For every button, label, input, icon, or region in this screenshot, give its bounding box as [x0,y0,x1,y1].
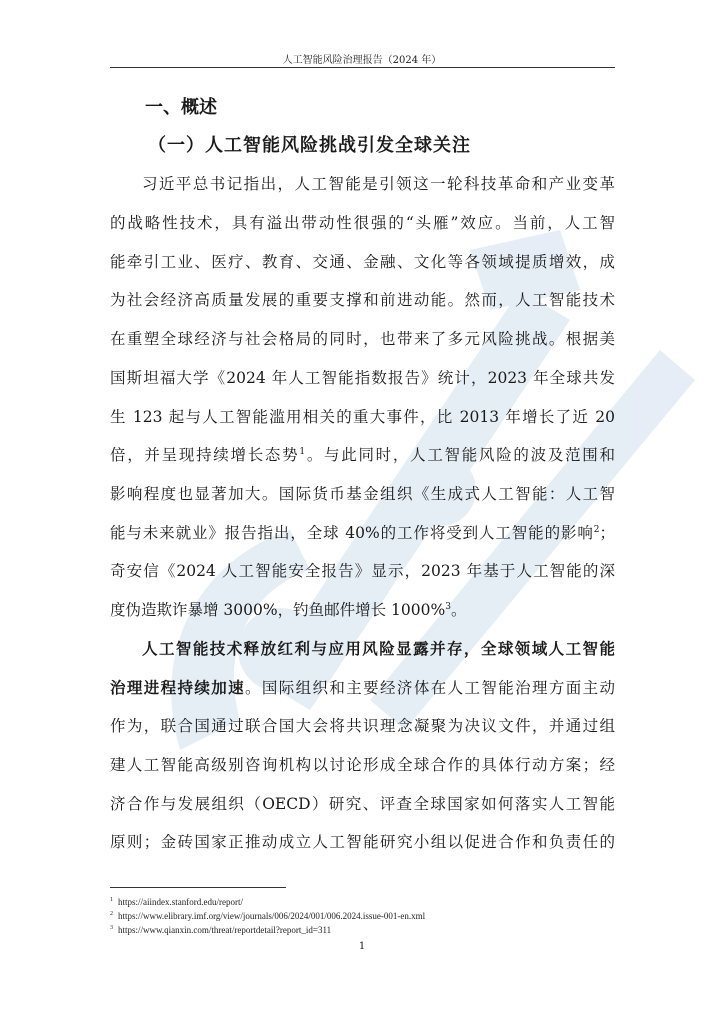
paragraph-line-bold: 人工智能技术释放红利与应用风险显露并存，全球领域人工智能 [142,639,615,658]
footnote [110,911,425,921]
paragraph-line: 为社会经济高质量发展的重要支撑和前进动能。然而，人工智能技术 [110,291,615,309]
line-text: 能与未来就业》报告指出，全球 40%的工作将受到人工智能的影响 [110,524,594,542]
footnote-rule [110,887,286,888]
paragraph-line [110,443,615,467]
section-heading: 一、概述 [145,97,217,118]
paragraph-line: 原则；金砖国家正推动成立人工智能研究小组以促进合作和负责任的 [110,833,615,851]
footnote-number: 2 [110,911,113,917]
footnote-number: 1 [110,897,113,903]
footnote [110,925,331,935]
page-number: 1 [358,941,366,952]
paragraph-line: 在重塑全球经济与社会格局的同时，也带来了多元风险挑战。根据美 [110,330,615,348]
paragraph-line [110,521,615,545]
page-header: 人工智能风险治理报告（2024 年） [282,55,442,66]
header-rule [110,67,615,68]
paragraph-line [110,676,615,700]
footnote-number: 3 [110,925,113,931]
paragraph-line: 奇安信《2024 人工智能安全报告》显示，2023 年基于人工智能的深 [110,562,615,580]
line-text: 。 [450,601,467,619]
line-text: 度伪造欺诈暴增 3000%，钓鱼邮件增长 1000% [110,601,446,619]
footnote [110,897,243,907]
line-text: 。与此同时，人工智能风险的波及范围和 [305,446,615,464]
paragraph-line: 济合作与发展组织（OECD）研究、评查全球国家如何落实人工智能 [110,795,615,813]
paragraph-line: 作为，联合国通过联合国大会将共识理念凝聚为决议文件，并通过组 [110,717,615,735]
line-text: 倍，并呈现持续增长态势 [110,446,300,464]
footnote-link[interactable]: https://aiindex.stanford.edu/report/ [118,897,243,907]
footnote-ref: 1 [299,446,306,457]
subsection-heading: （一）人工智能风险挑战引发全球关注 [148,135,471,156]
line-text: ； [599,524,615,542]
paragraph-line: 生 123 起与人工智能滥用相关的重大事件，比 2013 年增长了近 20 [110,408,615,426]
footnote-link[interactable]: https://www.elibrary.imf.org/view/journals/006/2024/001/006.2024.issue-001-en.xml [118,911,426,921]
paragraph-line: 国斯坦福大学《2024 年人工智能指数报告》统计，2023 年全球共发 [110,369,615,387]
paragraph-line: 能牵引工业、医疗、教育、交通、金融、文化等各领域提质增效，成 [110,253,615,271]
paragraph-line: 建人工智能高级别咨询机构以讨论形成全球合作的具体行动方案；经 [110,756,615,774]
paragraph-line: 的战略性技术，具有溢出带动性很强的“头雁”效应。当前，人工智 [110,214,615,232]
paragraph-line [110,598,615,622]
footnote-link[interactable]: https://www.qianxin.com/threat/reportdetail?report_id=311 [118,925,332,935]
bold-text: 治理进程持续加速 [110,678,246,697]
footnote-ref: 2 [593,524,600,535]
line-text: 。国际组织和主要经济体在人工智能治理方面主动 [245,679,615,697]
watermark-logo [140,230,700,790]
paragraph-line: 习近平总书记指出，人工智能是引领这一轮科技革命和产业变革 [142,175,615,193]
paragraph-line: 影响程度也显著加大。国际货币基金组织《生成式人工智能：人工智 [110,485,615,503]
footnote-ref: 3 [445,601,451,612]
